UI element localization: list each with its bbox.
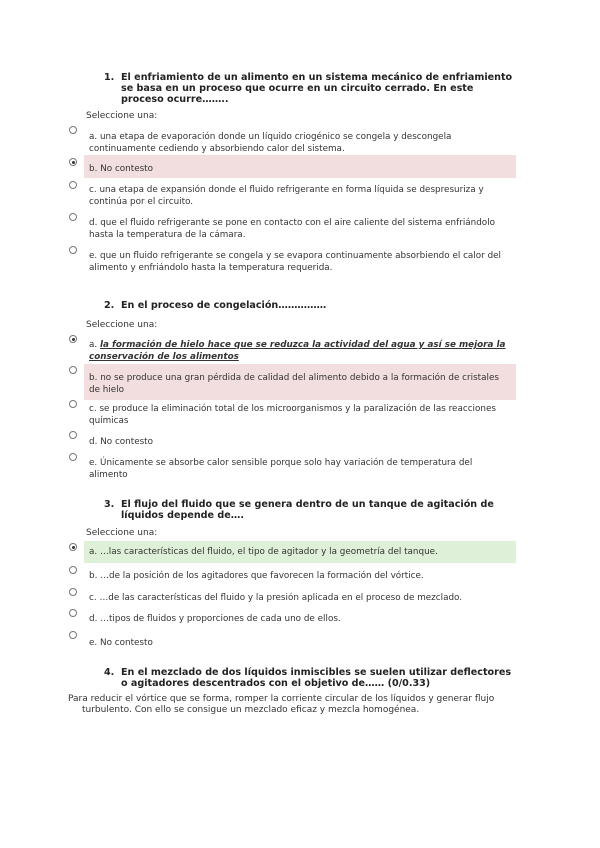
question-2-title <box>104 300 514 311</box>
radio-button[interactable] <box>69 181 77 189</box>
radio-button[interactable] <box>69 609 77 617</box>
question-text: El flujo del fluido que se genera dentro de un tanque de agitación de líquidos depende de…. <box>121 499 494 521</box>
option-text: …de las características del fluido y la presión aplicada en el proceso de mezclado. <box>99 593 463 603</box>
question-3-option-e[interactable] <box>68 631 516 649</box>
question-2-option-e[interactable] <box>68 453 516 483</box>
question-number: 3. <box>104 499 115 510</box>
option-text: Únicamente se absorbe calor sensible porque solo hay variación de temperatura del alimento <box>89 458 473 480</box>
question-number: 4. <box>104 667 115 678</box>
question-3-option-a[interactable] <box>68 541 516 563</box>
option-letter: c. <box>89 593 97 603</box>
radio-button[interactable] <box>69 213 77 221</box>
option-letter: b. <box>89 373 98 383</box>
radio-button[interactable] <box>69 246 77 254</box>
question-3-title <box>104 499 514 521</box>
option-letter: d. <box>89 218 98 228</box>
question-2-option-d[interactable] <box>68 431 516 449</box>
radio-button[interactable] <box>69 366 77 374</box>
option-text: …tipos de fluidos y proporciones de cada uno de ellos. <box>100 614 341 624</box>
question-1-option-e[interactable] <box>68 244 516 274</box>
question-1-option-d[interactable] <box>68 211 516 241</box>
option-letter: c. <box>89 185 97 195</box>
option-text: …las características del fluido, el tipo de agitador y la geometría del tanque. <box>99 547 438 557</box>
option-text: que el fluido refrigerante se pone en contacto con el aire caliente del sistema enfriándolo hasta la temperatura de la cámara. <box>89 218 496 240</box>
question-1-option-b[interactable] <box>68 155 516 178</box>
option-letter: c. <box>89 404 97 414</box>
question-text: En el mezclado de dos líquidos inmiscibles se suelen utilizar deflectores o agitadores descentrados con el objetivo de…… (0/0.33) <box>121 667 512 689</box>
question-3-option-b[interactable] <box>68 566 516 584</box>
question-2-option-b[interactable] <box>68 364 516 400</box>
answer-feedback: Para reducir el vórtice que se forma, romper la corriente circular de los líquidos y generar flujo turbulento. Con ello se consigue un mezclado eficaz y mezcla homogénea. <box>68 694 495 715</box>
option-text: …de la posición de los agitadores que favorecen la formación del vórtice. <box>100 571 424 581</box>
question-2-option-a[interactable] <box>68 334 516 362</box>
option-letter: b. <box>89 164 98 174</box>
question-3-option-c[interactable] <box>68 588 516 606</box>
option-letter: a. <box>89 547 98 557</box>
select-prompt: Seleccione una: <box>86 528 158 538</box>
question-text: En el proceso de congelación…………… <box>121 300 327 311</box>
question-text: El enfriamiento de un alimento en un sistema mecánico de enfriamiento se basa en un proceso que ocurre en un circuito cerrado. En este proceso ocurre…….. <box>121 72 513 105</box>
option-letter: e. <box>89 638 98 648</box>
radio-button-selected[interactable] <box>69 543 77 551</box>
option-text: se produce la eliminación total de los microorganismos y la paralización de las reacciones químicas <box>89 404 496 426</box>
option-letter: a. <box>89 132 98 142</box>
question-4-title <box>104 667 514 689</box>
option-text: una etapa de evaporación donde un líquido criogénico se congela y descongela continuamente cediendo y absorbiendo calor del sistema. <box>89 132 452 154</box>
option-letter: b. <box>89 571 98 581</box>
option-text: la formación de hielo hace que se reduzca la actividad del agua y así se mejora la conservación de los alimentos <box>89 340 506 362</box>
radio-button[interactable] <box>69 631 77 639</box>
option-letter: a. <box>89 340 98 350</box>
radio-button[interactable] <box>69 566 77 574</box>
select-prompt: Seleccione una: <box>86 320 158 330</box>
question-1-title <box>104 72 514 105</box>
question-number: 2. <box>104 300 115 311</box>
option-letter: e. <box>89 251 98 261</box>
option-text: No contesto <box>100 164 154 174</box>
option-text: no se produce una gran pérdida de calidad del alimento debido a la formación de cristales de hielo <box>89 373 499 395</box>
option-text: una etapa de expansión donde el fluido refrigerante en forma líquida se despresuriza y continúa por el circuito. <box>89 185 484 207</box>
radio-button[interactable] <box>69 400 77 408</box>
radio-button[interactable] <box>69 431 77 439</box>
option-letter: e. <box>89 458 98 468</box>
option-text: que un fluido refrigerante se congela y se evapora continuamente absorbiendo el calor del alimento y enfriándolo hasta la temperatura requerida. <box>89 251 502 273</box>
option-letter: d. <box>89 437 98 447</box>
question-2-option-c[interactable] <box>68 400 516 430</box>
radio-button-selected[interactable] <box>69 335 77 343</box>
radio-button[interactable] <box>69 588 77 596</box>
option-text: No contesto <box>100 638 153 648</box>
radio-button[interactable] <box>69 126 77 134</box>
option-letter: d. <box>89 614 98 624</box>
radio-button-selected[interactable] <box>69 158 77 166</box>
question-1-option-a[interactable] <box>68 129 516 156</box>
question-3-option-d[interactable] <box>68 609 516 627</box>
question-1-option-c[interactable] <box>68 179 516 209</box>
question-number: 1. <box>104 72 115 83</box>
select-prompt: Seleccione una: <box>86 111 158 121</box>
radio-button[interactable] <box>69 453 77 461</box>
option-text: No contesto <box>100 437 154 447</box>
